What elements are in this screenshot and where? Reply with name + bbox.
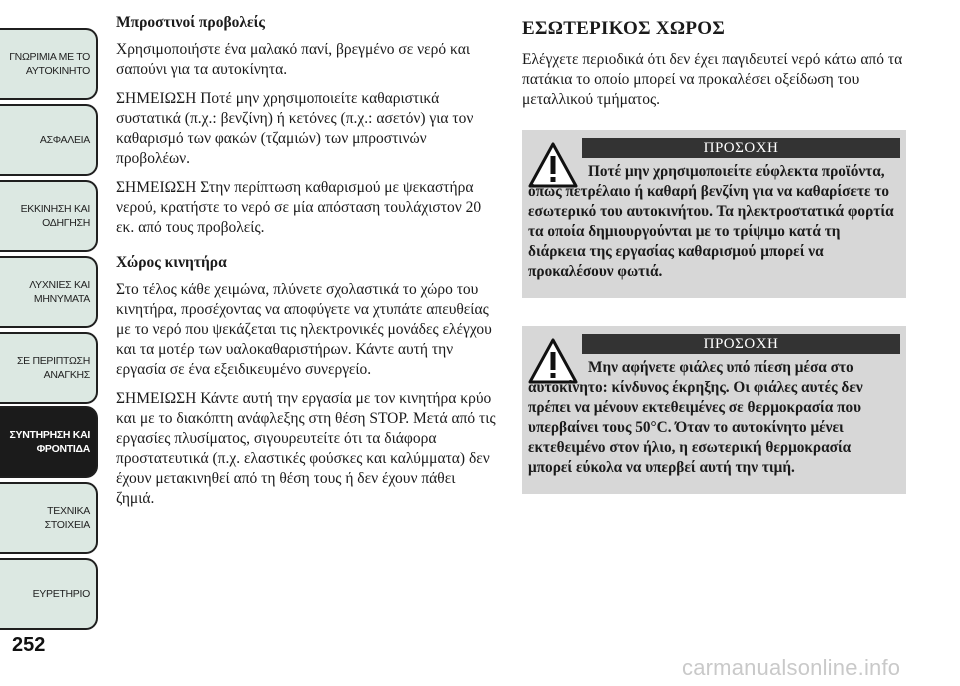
tab-technical-data[interactable] bbox=[0, 482, 98, 554]
tab-label: ΛΥΧΝΙΕΣ ΚΑΙ ΜΗΝΥΜΑΤΑ bbox=[29, 279, 90, 305]
tab-label: ΕΥΡΕΤΗΡΙΟ bbox=[32, 588, 90, 600]
paragraph: Ελέγχετε περιοδικά ότι δεν έχει παγιδευτεί νερό κάτω από τα πατάκια το οποίο μπορεί να προκαλέσει οξείδωση του μεταλλικού τμήματος. bbox=[522, 51, 903, 108]
paragraph: Χρησιμοποιήστε ένα μαλακό πανί, βρεγμένο σε νερό και σαπούνι για τα αυτοκίνητα. bbox=[116, 41, 471, 78]
tab-label: ΤΕΧΝΙΚΑ ΣΤΟΙΧΕΙΑ bbox=[44, 505, 90, 531]
section-heading-engine-bay: Χώρος κινητήρα bbox=[116, 254, 227, 271]
warning-title: ΠΡΟΣΟΧΗ bbox=[582, 138, 900, 158]
right-column bbox=[522, 18, 908, 110]
warning-box bbox=[522, 130, 906, 298]
paragraph: Στο τέλος κάθε χειμώνα, πλύνετε σχολαστικά το χώρο του κινητήρα, προσέχοντας να αποφύγετε να χτυπάτε απευθείας με το νερό που ψεκάζεται τις ηλεκτρονικές μονάδες ελέγχου και τα μοτέρ των υαλοκαθαριστήρων. Κάντε αυτή την εργασία σε ένα εξειδικευμένο συνεργείο. bbox=[116, 281, 492, 378]
tab-label: ΑΣΦΑΛΕΙΑ bbox=[39, 134, 90, 146]
tab-safety[interactable] bbox=[0, 104, 98, 176]
tab-emergency[interactable] bbox=[0, 332, 98, 404]
note-paragraph: ΣΗΜΕΙΩΣΗ Ποτέ μην χρησιμοποιείτε καθαριστικά συστατικά (π.χ.: βενζίνη) ή κετόνες (π.χ.: ασετόν) για τον καθαρισμό των φακών (τζαμιών) των μπροστινών προβολέων. bbox=[116, 90, 474, 167]
tab-label: ΕΚΚΙΝΗΣΗ ΚΑΙ ΟΔΗΓΗΣΗ bbox=[20, 203, 90, 229]
tab-label: ΣΥΝΤΗΡΗΣΗ ΚΑΙ ΦΡΟΝΤΙΔΑ bbox=[9, 429, 90, 455]
warning-box bbox=[522, 326, 906, 494]
left-column bbox=[116, 14, 496, 518]
warning-title: ΠΡΟΣΟΧΗ bbox=[582, 334, 900, 354]
tab-label: ΓΝΩΡΙΜΙΑ ΜΕ ΤΟ ΑΥΤΟΚΙΝΗΤΟ bbox=[9, 51, 90, 77]
tab-index[interactable] bbox=[0, 558, 98, 630]
tab-label: ΣΕ ΠΕΡΙΠΤΩΣΗ ΑΝΑΓΚΗΣ bbox=[16, 355, 90, 381]
note-paragraph: ΣΗΜΕΙΩΣΗ Κάντε αυτή την εργασία με τον κινητήρα κρύο και με το διακόπτη ανάφλεξης στη θέση STOP. Μετά από τις εργασίες πλυσίματος, σιγουρευτείτε ότι τα διάφορα προστατευτικά (π.χ. ελαστικές φούσκες και καλύμματα) δεν έχουν μετακινηθεί από τη θέση τους ή δεν έχουν πάθει ζημιά. bbox=[116, 390, 496, 507]
section-heading-interior: ΕΣΩΤΕΡΙΚΟΣ ΧΩΡΟΣ bbox=[522, 18, 726, 39]
watermark: carmanualsonline.info bbox=[682, 655, 901, 680]
page-number: 252 bbox=[12, 634, 46, 656]
section-heading-headlights: Μπροστινοί προβολείς bbox=[116, 14, 265, 31]
tab-starting-driving[interactable] bbox=[0, 180, 98, 252]
warning-text: Ποτέ μην χρησιμοποιείτε εύφλεκτα προϊόντα, όπως πετρέλαιο ή καθαρή βενζίνη για να καθαρίσετε το εσωτερικό του αυτοκινήτου. Τα ηλεκτροστατικά φορτία τα οποία δημιουργούνται με το τρίψιμο κατά τη διάρκεια της εργασίας καθαρισμού μπορεί να προκαλέσουν φωτιά. bbox=[528, 163, 894, 280]
note-paragraph: ΣΗΜΕΙΩΣΗ Στην περίπτωση καθαρισμού με ψεκαστήρα νερού, κρατήστε το νερό σε μία απόσταση τουλάχιστον 20 εκ. από τους προβολείς. bbox=[116, 179, 482, 236]
tab-getting-to-know[interactable] bbox=[0, 28, 98, 100]
chapter-sidebar bbox=[0, 0, 100, 640]
tab-maintenance[interactable] bbox=[0, 406, 98, 478]
tab-warning-lights[interactable] bbox=[0, 256, 98, 328]
warning-text: Μην αφήνετε φιάλες υπό πίεση μέσα στο αυτοκίνητο: κίνδυνος έκρηξης. Οι φιάλες αυτές δεν πρέπει να μένουν εκτεθειμένες σε θερμοκρασία που υπερβαίνει τους 50°C. Όταν το αυτοκίνητο μένει εκτεθειμένο στον ήλιο, η εσωτερική θερμοκρασία μπορεί εύκολα να υπερβεί αυτή την τιμή. bbox=[528, 359, 863, 476]
